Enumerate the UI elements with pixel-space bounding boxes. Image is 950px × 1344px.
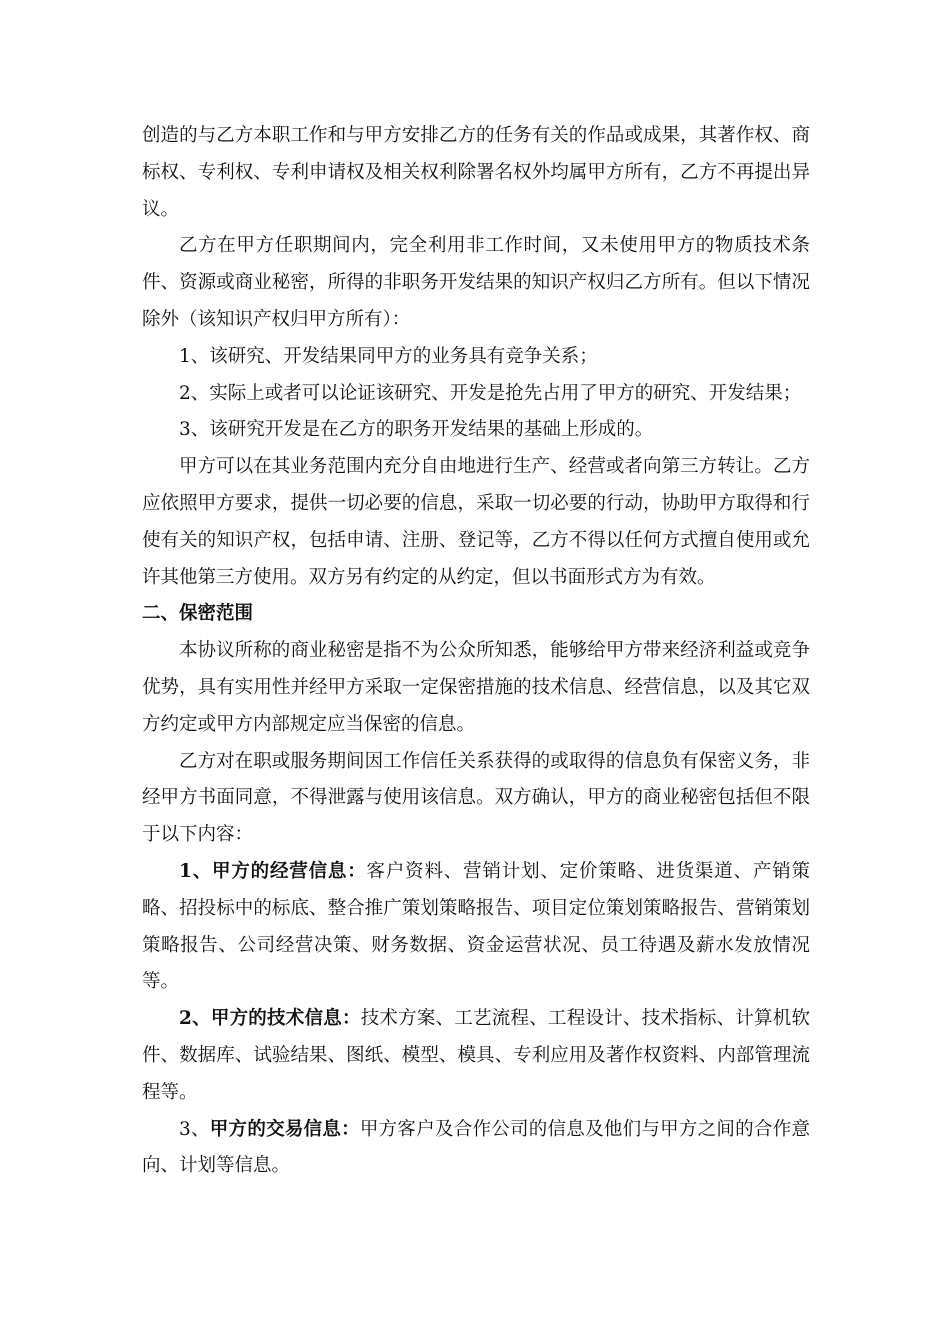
paragraph: 创造的与乙方本职工作和与甲方安排乙方的任务有关的作品或成果，其著作权、商标权、专利权、专利申请权及相关权利除署名权外均属甲方所有，乙方不再提出异议。 — [142, 125, 810, 220]
paragraph: 乙方对在职或服务期间因工作信任关系获得的或取得的信息负有保密义务，非经甲方书面同意，不得泄露与使用该信息。双方确认，甲方的商业秘密包括但不限于以下内容： — [142, 750, 810, 846]
confidential-item-technical — [142, 1001, 810, 1111]
item-label: 甲方的交易信息： — [209, 1118, 360, 1140]
paragraph: 本协议所称的商业秘密是指不为公众所知悉，能够给甲方带来经济利益或竞争优势，具有实用性并经甲方采取一定保密措施的技术信息、经营信息，以及其它双方约定或甲方内部规定应当保密的信息。 — [142, 640, 810, 735]
paragraph: 乙方在甲方任职期间内，完全利用非工作时间，又未使用甲方的物质技术条件、资源或商业秘密，所得的非职务开发结果的知识产权归乙方所有。但以下情况除外（该知识产权归甲方所有）： — [142, 235, 810, 330]
list-item: 1、该研究、开发结果同甲方的业务具有竞争关系； — [179, 345, 598, 367]
item-label: 1、甲方的经营信息： — [179, 860, 367, 882]
item-text: 技术方案、工艺流程、工程设计、技术指标、计算机软件、数据库、试验结果、图纸、模型、模具、专利应用及著作权资料、内部管理流程等。 — [142, 1008, 810, 1103]
confidential-item-transaction — [142, 1112, 810, 1186]
item-label-prefix: 3、 — [179, 1118, 210, 1140]
item-text: 甲方客户及合作公司的信息及他们与甲方之间的合作意向、计划等信息。 — [142, 1118, 810, 1177]
confidential-item-business — [142, 854, 810, 1001]
section-heading: 二、保密范围 — [142, 603, 254, 625]
item-label: 2、甲方的技术信息： — [179, 1008, 361, 1030]
list-item: 3、该研究开发是在乙方的职务开发结果的基础上形成的。 — [179, 419, 654, 441]
document-page — [142, 118, 810, 1185]
paragraph: 甲方可以在其业务范围内充分自由地进行生产、经营或者向第三方转让。乙方应依照甲方要求，提供一切必要的信息，采取一切必要的行动，协助甲方取得和行使有关的知识产权，包括申请、注册、登记等，乙方不得以任何方式擅自使用或允许其他第三方使用。双方另有约定的从约定，但以书面形式方为有效。 — [142, 456, 810, 588]
item-text: 客户资料、营销计划、定价策略、进货渠道、产销策略、招投标中的标底、整合推广策划策略报告、项目定位策划策略报告、营销策划策略报告、公司经营决策、财务数据、资金运营状况、员工待遇及薪水发放情况等。 — [142, 860, 810, 993]
list-item: 2、实际上或者可以论证该研究、开发是抢先占用了甲方的研究、开发结果； — [179, 382, 802, 404]
